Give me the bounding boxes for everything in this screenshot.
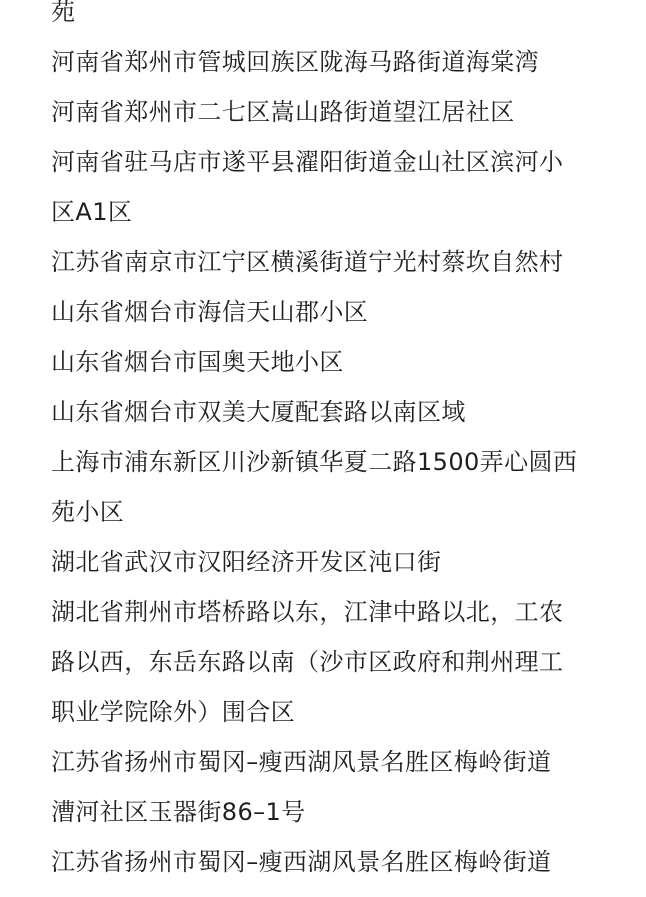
text-line: 山东省烟台市双美大厦配套路以南区域	[51, 398, 466, 426]
text-line: 区A1区	[51, 198, 133, 226]
text-line: 漕河社区玉器街86–1号	[51, 798, 306, 826]
text-line: 江苏省南京市江宁区横溪街道宁光村蔡坎自然村	[51, 248, 564, 276]
text-line: 湖北省荆州市塔桥路以东，江津中路以北，工农	[51, 598, 564, 626]
text-line: 苑	[51, 0, 76, 26]
text-line: 上海市浦东新区川沙新镇华夏二路1500弄心圆西	[51, 448, 578, 476]
text-line: 苑小区	[51, 498, 125, 526]
text-line: 河南省郑州市管城回族区陇海马路街道海棠湾	[51, 48, 539, 76]
address-list	[51, 0, 611, 887]
text-line: 湖北省武汉市汉阳经济开发区沌口街	[51, 548, 442, 576]
text-line: 山东省烟台市国奥天地小区	[51, 348, 344, 376]
text-line: 职业学院除外）围合区	[51, 698, 295, 726]
text-line: 路以西，东岳东路以南（沙市区政府和荆州理工	[51, 648, 564, 676]
text-line: 江苏省扬州市蜀冈–瘦西湖风景名胜区梅岭街道	[51, 848, 552, 876]
text-line: 河南省郑州市二七区嵩山路街道望江居社区	[51, 98, 515, 126]
text-line: 江苏省扬州市蜀冈–瘦西湖风景名胜区梅岭街道	[51, 748, 552, 776]
text-line: 河南省驻马店市遂平县濯阳街道金山社区滨河小	[51, 148, 564, 176]
text-line: 山东省烟台市海信天山郡小区	[51, 298, 369, 326]
